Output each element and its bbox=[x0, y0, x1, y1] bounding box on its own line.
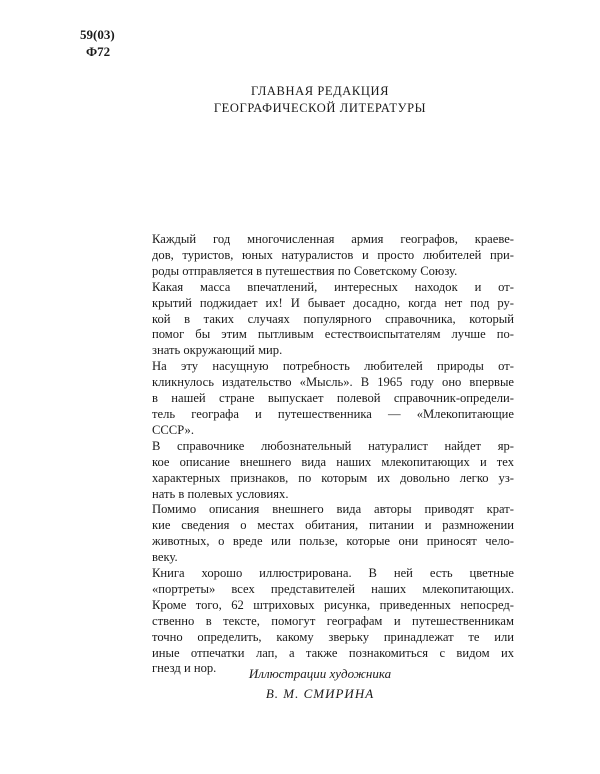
paragraph bbox=[130, 439, 514, 503]
book-annotation bbox=[130, 232, 514, 677]
publisher-heading bbox=[0, 83, 600, 117]
text-line: точно определить, какому зверьку принадлежат те или bbox=[152, 629, 514, 644]
paragraph bbox=[130, 502, 514, 566]
text-line: животных, о вреде или пользе, которые они приносят чело- bbox=[152, 534, 514, 549]
classification-code-line-2: Ф72 bbox=[86, 44, 111, 59]
text-line: В справочнике любознательный натуралист найдет яр- bbox=[152, 438, 514, 453]
text-line: дов, туристов, юных натуралистов и просто любителей при- bbox=[152, 247, 514, 262]
text-line: Книга хорошо иллюстрирована. В ней есть цветные bbox=[152, 566, 514, 581]
text-line: крытий поджидает их! И бывает досадно, когда нет под ру- bbox=[152, 295, 514, 310]
text-line: ственно в тексте, помогут географам и путешественникам bbox=[152, 613, 514, 628]
text-line: «портреты» всех представителей наших млекопитающих. bbox=[152, 581, 514, 596]
text-line: Каждый год многочисленная армия географов, краеве- bbox=[152, 232, 514, 246]
text-line: Помимо описания внешнего вида авторы приводят крат- bbox=[152, 502, 514, 517]
publisher-heading-line-1: ГЛАВНАЯ РЕДАКЦИЯ bbox=[250, 84, 390, 98]
text-line: кие сведения о местах обитания, питании и размножении bbox=[152, 518, 514, 533]
text-line: СССР». bbox=[152, 422, 194, 437]
publisher-heading-line-2: ГЕОГРАФИЧЕСКОЙ ЛИТЕРАТУРЫ bbox=[213, 101, 427, 115]
classification-code-line-1: 59(03) bbox=[80, 27, 115, 42]
text-line: Кроме того, 62 штриховых рисунка, приведенных непосред- bbox=[152, 597, 514, 612]
text-line: помог бы этим пытливым естествоиспытателям лучше по- bbox=[152, 327, 514, 342]
text-line: тель географа и путешественника — «Млекопитающие bbox=[152, 406, 514, 421]
library-classification-code bbox=[80, 26, 115, 60]
text-line: кое описание внешнего вида наших млекопитающих и тех bbox=[152, 454, 514, 469]
text-line: роды отправляется в путешествия по Советскому Союзу. bbox=[152, 263, 458, 278]
text-line: в нашей стране выпускает полевой справочник-определи- bbox=[152, 391, 514, 406]
text-line: кой в таких случаях популярного справочника, который bbox=[152, 311, 514, 326]
text-line: Какая масса впечатлений, интересных находок и от- bbox=[152, 279, 514, 294]
text-line: На эту насущную потребность любителей природы от- bbox=[152, 359, 514, 374]
text-line: веку. bbox=[152, 550, 178, 565]
paragraph bbox=[130, 232, 514, 280]
text-line: иные отпечатки лап, а также познакомиться с видом их bbox=[152, 645, 514, 660]
text-line: знать окружающий мир. bbox=[152, 343, 283, 358]
paragraph bbox=[130, 566, 514, 677]
paragraph bbox=[130, 280, 514, 360]
text-line: кликнулось издательство «Мысль». В 1965 году оно впервые bbox=[152, 375, 514, 390]
paragraph bbox=[130, 359, 514, 439]
text-line: характерных признаков, по которым их довольно легко уз- bbox=[152, 470, 514, 485]
credits-line-1: Иллюстрации художника bbox=[248, 666, 392, 681]
artist-name: В. М. СМИРИНА bbox=[265, 686, 375, 701]
text-line: нать в полевых условиях. bbox=[152, 486, 289, 501]
text-line: гнезд и нор. bbox=[152, 661, 217, 676]
illustration-credits bbox=[0, 664, 600, 704]
